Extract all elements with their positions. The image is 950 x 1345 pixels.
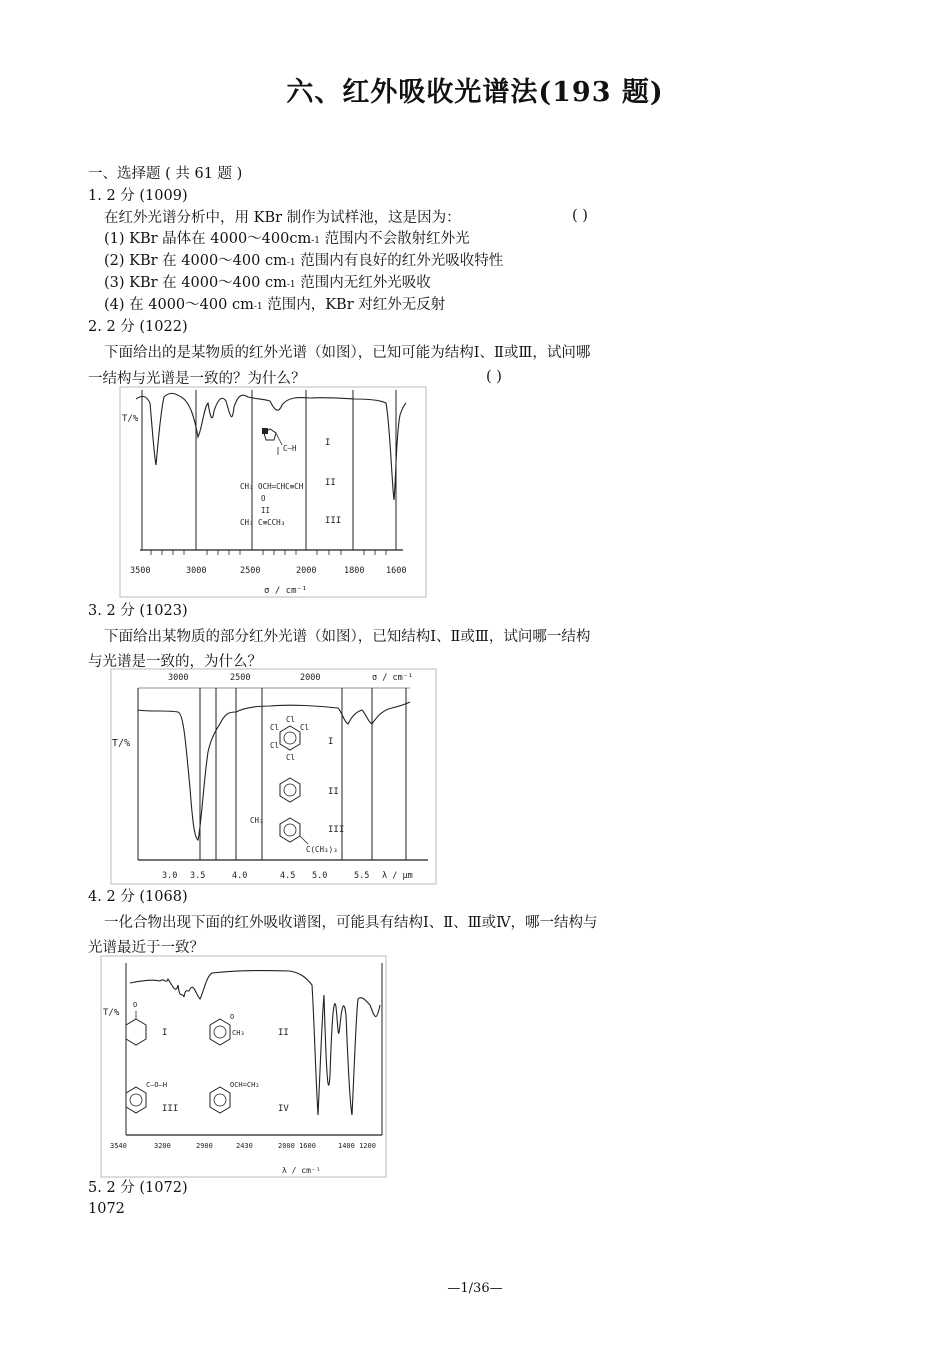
- q3-header: 3. 2 分 (1023): [88, 603, 188, 619]
- q2-structure-label-iii: III: [325, 516, 342, 526]
- q2-stem-line2: 一结构与光谱是一致的？为什么？: [88, 371, 306, 387]
- q4-structure-iv-drawing: [210, 1087, 230, 1113]
- q2-x-tick: 2500: [240, 566, 261, 576]
- q4-structure-iii-drawing: [126, 1087, 146, 1113]
- q3-bottom-tick: 5.5: [354, 871, 370, 881]
- q2-structure-text: CH₃ C≡CCH₃: [240, 518, 286, 527]
- q3-structure-text: Cl: [270, 741, 280, 750]
- q4-x-axis-label: λ / cm⁻¹: [282, 1166, 321, 1175]
- q4-header: 4. 2 分 (1068): [88, 889, 188, 905]
- q2-structure-i-drawing: [262, 428, 282, 455]
- q3-structure-text: CH₃: [250, 816, 264, 825]
- page-number: —1/36—: [447, 1281, 503, 1296]
- q1-header: 1. 2 分 (1009): [88, 188, 188, 204]
- q2-x-tick: 1600: [386, 566, 407, 576]
- q1-answer-paren: ( ): [572, 208, 588, 224]
- q2-y-axis-label: T/%: [122, 414, 139, 424]
- q3-bottom-tick: 5.0: [312, 871, 328, 881]
- q3-top-tick: 2000: [300, 673, 321, 683]
- q3-bottom-tick: 3.0: [162, 871, 178, 881]
- q3-bottom-tick: 3.5: [190, 871, 206, 881]
- q2-structure-text: CH₃ OCH=CHC≡CH: [240, 482, 304, 491]
- q1-option-3: (3) KBr 在 4000～400 cm-1 范围内无红外光吸收: [104, 275, 431, 291]
- q2-x-axis-label: σ / cm⁻¹: [264, 586, 308, 596]
- q4-stem-line1: 一化合物出现下面的红外吸收谱图，可能具有结构Ⅰ、Ⅱ、Ⅲ或Ⅳ，哪一结构与: [104, 915, 598, 931]
- q2-structure-text: II: [261, 506, 271, 515]
- q4-structure-label-i: I: [162, 1028, 168, 1038]
- q4-structure-text: C—O—H: [146, 1081, 168, 1089]
- q3-stem-line1: 下面给出某物质的部分红外光谱（如图），已知结构Ⅰ、Ⅱ或Ⅲ，试问哪一结构: [104, 629, 591, 645]
- q2-x-tick: 1800: [344, 566, 365, 576]
- q4-x-tick: 3200: [154, 1142, 171, 1150]
- q4-structure-label-iii: III: [162, 1104, 179, 1114]
- q4-ir-spectrum-figure: [100, 955, 388, 1183]
- q4-structure-label-ii: II: [278, 1028, 289, 1038]
- q3-structure-text: C(CH₃)₃: [306, 845, 338, 854]
- q2-x-tick: 3000: [186, 566, 207, 576]
- q5-header: 5. 2 分 (1072): [88, 1180, 188, 1196]
- q2-structure-text: C—H: [283, 444, 297, 453]
- q1-option-1: (1) KBr 晶体在 4000～400cm-1 范围内不会散射红外光: [104, 231, 470, 247]
- q4-stem-line2: 光谱最近于一致？: [88, 940, 204, 956]
- q3-structure-text: Cl: [286, 715, 296, 724]
- q3-structure-ii-drawing: [280, 778, 300, 802]
- q2-structure-label-i: I: [325, 438, 331, 448]
- q3-structure-i-drawing: [280, 726, 300, 750]
- q4-x-tick: 2900: [196, 1142, 213, 1150]
- q3-y-axis-label: T/%: [112, 738, 131, 749]
- q3-structure-text: Cl: [300, 723, 310, 732]
- q4-structure-text: O: [133, 1001, 138, 1009]
- q2-stem-line1: 下面给出的是某物质的红外光谱（如图），已知可能为结构Ⅰ、Ⅱ或Ⅲ，试问哪: [104, 345, 591, 361]
- q3-bottom-tick: 4.5: [280, 871, 296, 881]
- q3-top-tick: 3000: [168, 673, 189, 683]
- q5-stem: 1072: [88, 1201, 125, 1217]
- q3-top-tick: 2500: [230, 673, 251, 683]
- q3-structure-text: Cl: [270, 723, 280, 732]
- q2-ir-spectrum-figure: [118, 385, 430, 604]
- q3-structure-label-i: I: [328, 737, 334, 747]
- q4-y-axis-label: T/%: [103, 1008, 120, 1018]
- q2-answer-paren: ( ): [486, 369, 502, 385]
- q4-x-tick: 3540: [110, 1142, 127, 1150]
- q3-structure-iii-drawing: [280, 818, 308, 844]
- q3-stem-line2: 与光谱是一致的，为什么？: [88, 654, 262, 670]
- q2-header: 2. 2 分 (1022): [88, 319, 188, 335]
- q1-option-4: (4) 在 4000～400 cm-1 范围内，KBr 对红外无反射: [104, 297, 446, 313]
- q4-structure-i-drawing: [126, 1011, 146, 1045]
- q3-structure-label-iii: III: [328, 825, 345, 835]
- q2-x-tick: 2000: [296, 566, 317, 576]
- q1-option-2: (2) KBr 在 4000～400 cm-1 范围内有良好的红外光吸收特性: [104, 253, 504, 269]
- q4-x-tick: 2000 1600: [278, 1142, 316, 1150]
- q3-structure-text: Cl: [286, 753, 296, 762]
- q3-bottom-label: λ / μm: [382, 871, 413, 881]
- q1-stem: 在红外光谱分析中，用 KBr 制作为试样池，这是因为：: [104, 210, 461, 226]
- q4-structure-text: CH₃: [232, 1029, 245, 1037]
- q4-structure-ii-drawing: [210, 1019, 230, 1045]
- q2-structure-label-ii: II: [325, 478, 336, 488]
- q4-structure-text: OCH=CH₂: [230, 1081, 260, 1089]
- q3-structure-label-ii: II: [328, 787, 339, 797]
- q4-x-tick: 1400 1200: [338, 1142, 376, 1150]
- q4-structure-label-iv: IV: [278, 1104, 289, 1114]
- q2-x-tick: 3500: [130, 566, 151, 576]
- q4-structure-text: O: [230, 1013, 235, 1021]
- q2-structure-text: O: [261, 494, 266, 503]
- page-title: 六、红外吸收光谱法(193 题): [286, 77, 664, 108]
- q4-x-tick: 2430: [236, 1142, 253, 1150]
- q3-bottom-tick: 4.0: [232, 871, 248, 881]
- section-heading: 一、选择题 ( 共 61 题 ): [88, 166, 243, 182]
- q3-ir-spectrum-figure: [110, 668, 438, 890]
- q3-top-label: σ / cm⁻¹: [372, 673, 413, 683]
